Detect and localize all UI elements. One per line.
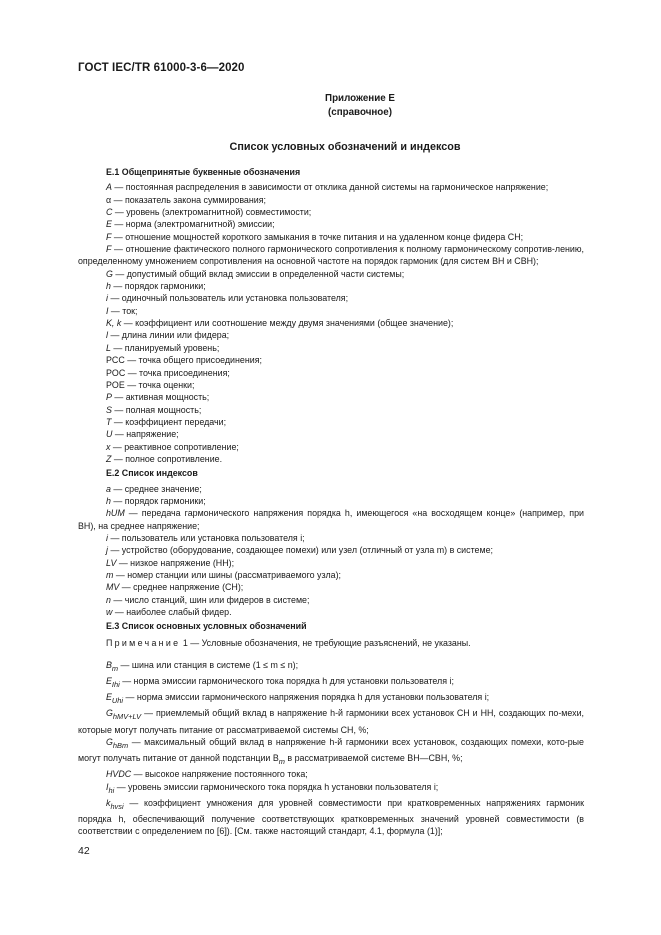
- list-item: α — показатель закона суммирования;: [106, 194, 267, 205]
- list-item: U — напряжение;: [106, 429, 179, 440]
- section-e2-list: [78, 483, 584, 619]
- list-item: $E_{Uhi}$ — норма эмиссии гармонического напряжения порядка h для установки пользователя i;: [106, 692, 490, 706]
- document-header: ГОСТ IEC/TR 61000-3-6—2020: [78, 62, 245, 74]
- list-item: n — число станций, шин или фидеров в системе;: [106, 594, 310, 605]
- list-item: HVDC — высокое напряжение постоянного тока;: [106, 769, 308, 780]
- list-item: A — постоянная распределения в зависимости от отклика данной системы на гармоническое напряжение;: [106, 182, 549, 193]
- list-item: F — отношение мощностей короткого замыкания в точке питания и на удаленном конце фидера СН;: [106, 231, 524, 242]
- list-item: $B_m$ — шина или станция в системе (1 ≤ m ≤ n);: [106, 660, 299, 673]
- list-item: P — активная мощность;: [106, 392, 210, 403]
- appendix-heading: [300, 92, 420, 120]
- list-item: G — допустимый общий вклад эмиссии в определенной части системы;: [106, 268, 405, 279]
- list-item: T — коэффициент передачи;: [106, 416, 227, 427]
- list-item: MV — среднее напряжение (СН);: [106, 582, 244, 593]
- note: [78, 637, 584, 649]
- list-item: $I_{hi}$ — уровень эмиссии гармонического тока порядка h установки пользователя i;: [106, 781, 439, 795]
- page-number: 42: [78, 845, 90, 857]
- list-item: POE — точка оценки;: [106, 379, 195, 390]
- list-item: E — норма (электромагнитной) эмиссии;: [106, 219, 275, 230]
- appendix-title: Приложение Е: [325, 93, 395, 104]
- section-e3-list: [78, 659, 584, 837]
- list-item: l — длина линии или фидера;: [106, 330, 230, 341]
- list-item: C — уровень (электромагнитной) совместимости;: [106, 207, 312, 218]
- section-e1-list: [78, 181, 584, 465]
- list-item: Z — полное сопротивление.: [106, 453, 223, 464]
- list-item: $E_{Ihi}$ — норма эмиссии гармонического тока порядка h для установки пользователя i;: [106, 676, 454, 689]
- list-item: F — отношение фактического полного гармонического сопротивления к полному гармоническому сопротив-лению, определенному умножением сопротивления на основной частоте на порядок гармоник (для систем ВН и СВН);: [78, 244, 584, 267]
- list-item: POC — точка присоединения;: [106, 367, 230, 378]
- list-item: m — номер станции или шины (рассматриваемого узла);: [106, 570, 341, 580]
- section-heading-e3: Е.3 Список основных условных обозначений: [106, 621, 307, 632]
- list-item: a — среднее значение;: [106, 483, 202, 494]
- list-item: PCC — точка общего присоединения;: [106, 355, 262, 366]
- list-item: i — пользователь или установка пользователя i;: [106, 532, 305, 543]
- list-item: S — полная мощность;: [106, 404, 202, 415]
- appendix-subtitle: (справочное): [328, 107, 392, 118]
- list-item: j — устройство (оборудование, создающее помехи) или узел (отличный от узла m) в системе;: [106, 545, 493, 556]
- list-item: K, k — коэффициент или соотношение между двумя значениями (общее значение);: [106, 318, 454, 329]
- list-item: $G_{hMV+LV}$ — приемлемый общий вклад в напряжение h-й гармоники всех установок СН и НН, создающих по-мехи, которые могут получать питание от рассматриваемой системы СН, %;: [78, 708, 584, 735]
- note-text: 1 — Условные обозначения, не требующие разъяснений, не указаны.: [180, 637, 471, 648]
- list-item: $G_{hBm}$ — максимальный общий вклад в напряжение h-й гармоники всех установок, создающих помехи, кото-рые могут получать питание от данной подстанции $B_m$ в рассматриваемой системе ВН—СВН, %;: [78, 736, 584, 766]
- note-label: Примечание: [106, 637, 181, 648]
- list-item: i — одиночный пользователь или установка пользователя;: [106, 293, 349, 304]
- list-item: hUM — передача гармонического напряжения порядка h, имеющегося «на восходящем конце» (например, при ВН), на среднее напряжение;: [78, 508, 584, 531]
- list-item: I — ток;: [106, 305, 138, 316]
- section-heading-e2: Е.2 Список индексов: [106, 468, 198, 479]
- list-item: L — планируемый уровень;: [106, 342, 220, 353]
- list-item: h — порядок гармоники;: [106, 281, 206, 292]
- page-title: Список условных обозначений и индексов: [229, 141, 461, 153]
- list-item: $k_{hvsi}$ — коэффициент умножения для уровней совместимости при кратковременных напряжениях гармоник порядка h, обеспечивающий получение соответствующих кратковременных значений уровней совместимости (в соответствии с определением по [6]). [См. также настоящий стандарт, 4.1, формула (1)];: [78, 797, 584, 837]
- document-body: [78, 166, 584, 837]
- list-item: LV — низкое напряжение (НН);: [106, 557, 235, 568]
- list-item: h — порядок гармоники;: [106, 495, 206, 506]
- list-item: w — наиболее слабый фидер.: [106, 607, 232, 618]
- section-heading-e1: Е.1 Общепринятые буквенные обозначения: [106, 167, 301, 177]
- list-item: x — реактивное сопротивление;: [106, 441, 239, 452]
